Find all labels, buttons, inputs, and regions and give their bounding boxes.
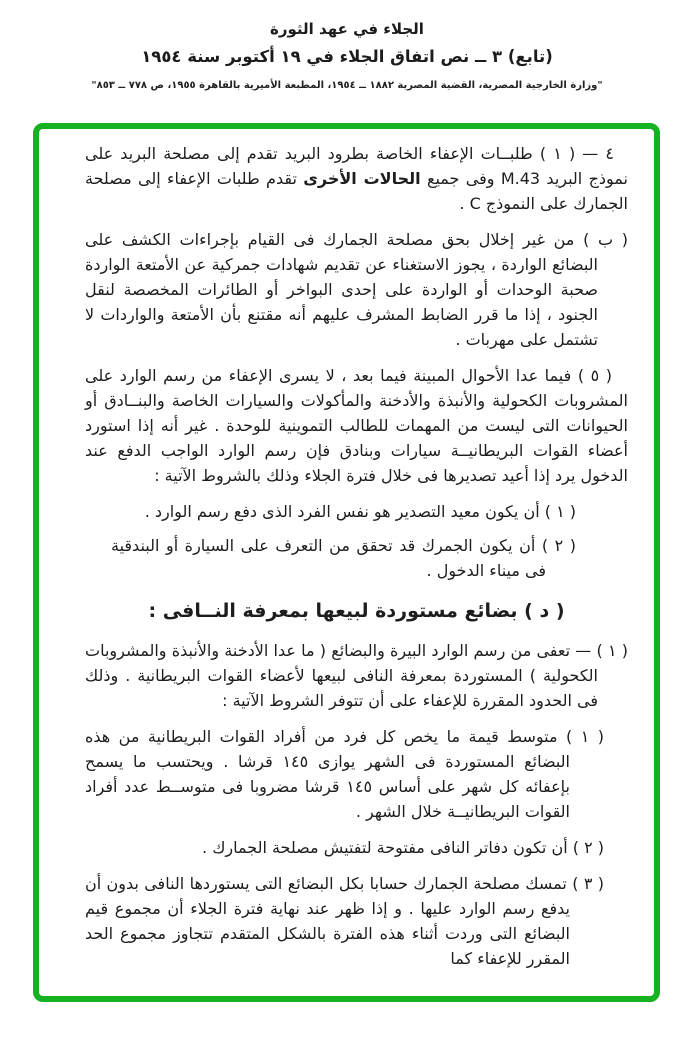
document-body (39, 129, 654, 978)
paragraph-text-bold: الحالات الأخرى (303, 169, 421, 188)
paragraph-text: ٤ — ( ١ ) طلبــات الإعفاء الخاصة بطرود البريد تقدم إلى مصلحة البريد على نموذج البريد 43.M وفى جميع (85, 144, 629, 188)
paragraph-4-postal-exemption (85, 141, 628, 216)
subcondition-2-naafi-books-open: ( ٢ ) أن تكون دفاتر النافى مفتوحة لتفتيش مصلحة الجمارك . (202, 838, 604, 857)
subcondition-3-customs-account: ( ٣ ) تمسك مصلحة الجمارك حسابا بكل البضائع التى يستوردها النافى بدون أن يدفع رسم الوارد عليها . و إذا ظهر عند نهاية فترة الجلاء أن مجموع قيم البضائع التى وردت أثناء هذه الفترة بالشكل المتقدم تتجاوز مجموع الحد المقرر للإعفاء كما (85, 874, 604, 968)
paragraph-d1-naafi-exemption: ( ١ ) — تعفى من رسم الوارد البيرة والبضائع ( ما عدا الأدخنة والأنبذة والمشروبات الكحولية ) المستوردة بمعرفة النافى لبيعها لأعضاء القوات البريطانية . وذلك فى الحدود المقررة للإعفاء على أن تتوفر الشروط الآتية : (85, 641, 629, 710)
document-title: الجلاء في عهد الثورة (270, 20, 424, 38)
document-header (0, 0, 694, 91)
section-heading-d-naafi-goods: ( د ) بضائع مستوردة لبيعها بمعرفة النــافى : (148, 600, 565, 622)
green-highlight-frame (33, 123, 660, 1002)
document-source-citation: "وزارة الخارجية المصرية، القضية المصرية ١٨٨٢ ــ ١٩٥٤، المطبعة الأميرية بالقاهرة ١٩٥٥، ص ٧٧٨ ــ ٨٥٣" (91, 80, 603, 91)
condition-2-customs-verification: ( ٢ ) أن يكون الجمرك قد تحقق من التعرف على السيارة أو البندقية فى ميناء الدخول . (111, 536, 577, 580)
document-subtitle: (تابع) ٣ ــ نص اتفاق الجلاء في ١٩ أكتوبر سنة ١٩٥٤ (141, 47, 553, 66)
condition-1-re-exporter: ( ١ ) أن يكون معيد التصدير هو نفس الفرد الذى دفع رسم الوارد . (144, 502, 576, 521)
paragraph-text: تقدم طلبات الإعفاء إلى مصلحة الجمارك على النموذج C . (85, 169, 628, 213)
subcondition-1-average-value: ( ١ ) متوسط قيمة ما يخص كل فرد من أفراد القوات البريطانية من هذه البضائع المستوردة فى الشهر يوازى ١٤٥ قرشا . ويحتسب ما يسمح بإعفائه كل شهر على أساس ١٤٥ قرشا مضروبا فى متوســط عدد أفراد القوات البريطانيــة خلال الشهر . (85, 727, 605, 821)
paragraph-b-customs-inspection: ( ب ) من غير إخلال بحق مصلحة الجمارك فى القيام بإجراءات الكشف على البضائع الواردة ، يجوز الاستغناء عن تقديم شهادات جمركية عن الأمتعة الواردة صحبة الوحدات أو الواردة على إحدى البواخر أو الطائرات المخصصة لنقل الجنود ، إذا ما قرر الضابط المشرف عليهم أنه مقتنع بأن الأمتعة والواردات لا تشتمل على مهربات . (85, 230, 628, 349)
paragraph-5-exemption-exclusions: ( ٥ ) فيما عدا الأحوال المبينة فيما بعد ، لا يسرى الإعفاء من رسم الوارد على المشروبات الكحولية والأنبذة والأدخنة والمأكولات والسيارات الخاصة والبنــادق أو الحيوانات التى ليست من المهمات للطالب التموينية للوحدة . غير أنه إذا استورد أعضاء القوات البريطانيــة سيارات وبنادق فإن رسم الوارد الواجب الدفع عند الدخول يرد إذا أعيد تصديرها فى خلال فترة الجلاء وذلك بالشروط الآتية : (85, 366, 628, 485)
